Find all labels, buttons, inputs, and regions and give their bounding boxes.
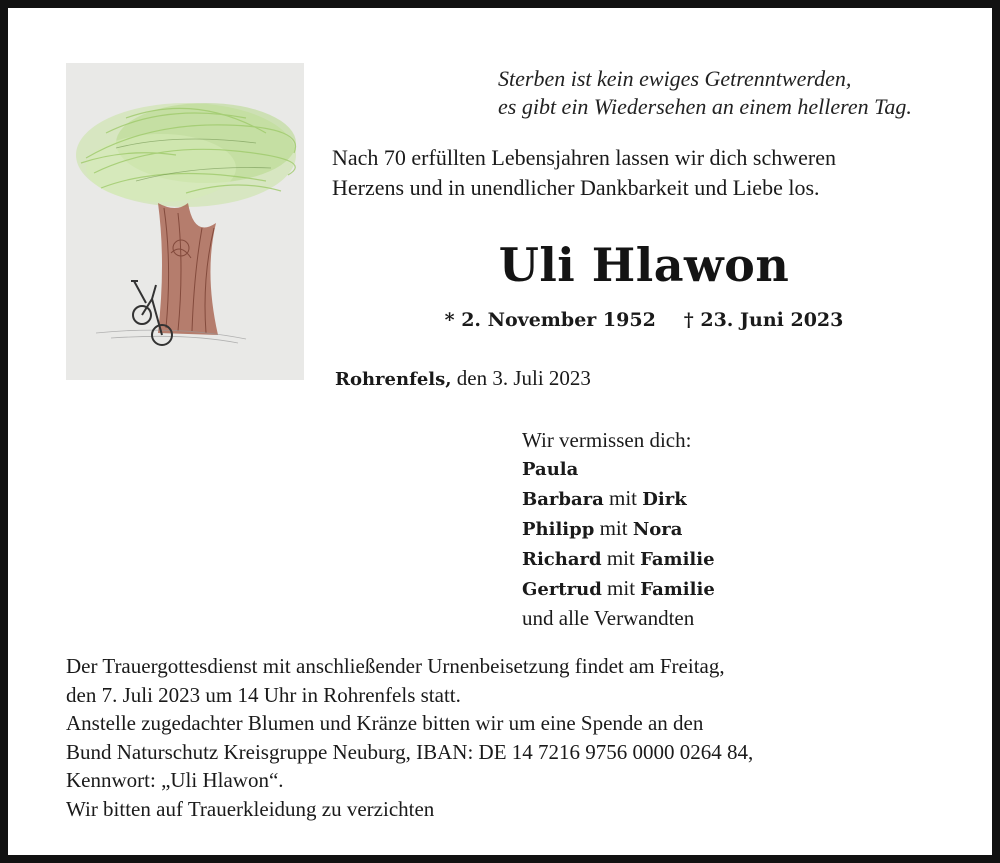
- mourner-row: [522, 544, 962, 574]
- mourner-row: [522, 514, 962, 544]
- deceased-name: Uli Hlawon: [498, 238, 790, 292]
- mourner-partner: Nora: [632, 519, 683, 540]
- mourner-row: [522, 454, 962, 484]
- donation-line-1: Anstelle zugedachter Blumen und Kränze bitten wir um eine Spende an den: [66, 711, 704, 735]
- life-dates: [332, 305, 956, 335]
- mourner-row: [522, 484, 962, 514]
- death-date: † 23. Juni 2023: [683, 309, 844, 331]
- donation-keyword: Kennwort: „Uli Hlawon“.: [66, 768, 284, 792]
- mourner-name: Philipp: [522, 519, 595, 540]
- mourner-partner: Familie: [640, 549, 715, 570]
- mourner-partner: Familie: [640, 579, 715, 600]
- memorial-quote: [498, 65, 968, 121]
- mourner-connector: mit: [601, 546, 641, 570]
- dress-code-note: Wir bitten auf Trauerkleidung zu verzichten: [66, 796, 435, 821]
- mourners-heading: Wir vermissen dich:: [522, 428, 692, 452]
- mourners-list: [522, 426, 962, 632]
- mourner-connector: mit: [601, 576, 641, 600]
- mourner-connector: mit: [603, 486, 643, 510]
- intro-line-1: Nach 70 erfüllten Lebensjahren lassen wir dich schweren: [332, 145, 836, 170]
- birth-date: * 2. November 1952: [444, 309, 656, 331]
- service-details: [66, 652, 966, 823]
- mourner-name: Gertrud: [522, 579, 602, 600]
- intro-text: [332, 143, 972, 203]
- donation-line-2: Bund Naturschutz Kreisgruppe Neuburg, IBAN: DE 14 7216 9756 0000 0264 84,: [66, 739, 754, 764]
- place-and-date: [335, 363, 591, 395]
- quote-line-2: es gibt ein Wiedersehen an einem helleren Tag.: [498, 94, 912, 119]
- service-line-2: den 7. Juli 2023 um 14 Uhr in Rohrenfels statt.: [66, 682, 461, 707]
- mourner-name: Richard: [522, 549, 602, 570]
- mourner-partner: Dirk: [642, 489, 687, 510]
- intro-line-2: Herzens und in unendlicher Dankbarkeit und Liebe los.: [332, 175, 820, 200]
- place-town: Rohrenfels,: [335, 369, 452, 390]
- quote-line-1: Sterben ist kein ewiges Getrenntwerden,: [498, 66, 852, 91]
- tree-drawing-image: [66, 63, 304, 380]
- place-date: den 3. Juli 2023: [451, 366, 591, 390]
- mourner-connector: mit: [594, 516, 633, 540]
- mourner-name: Paula: [522, 459, 579, 480]
- mourner-name: Barbara: [522, 489, 604, 510]
- mourners-closing: und alle Verwandten: [522, 606, 695, 630]
- mourner-row: [522, 574, 962, 604]
- tree-bicycle-sketch: [66, 63, 304, 380]
- service-line-1: Der Trauergottesdienst mit anschließender Urnenbeisetzung findet am Freitag,: [66, 654, 725, 678]
